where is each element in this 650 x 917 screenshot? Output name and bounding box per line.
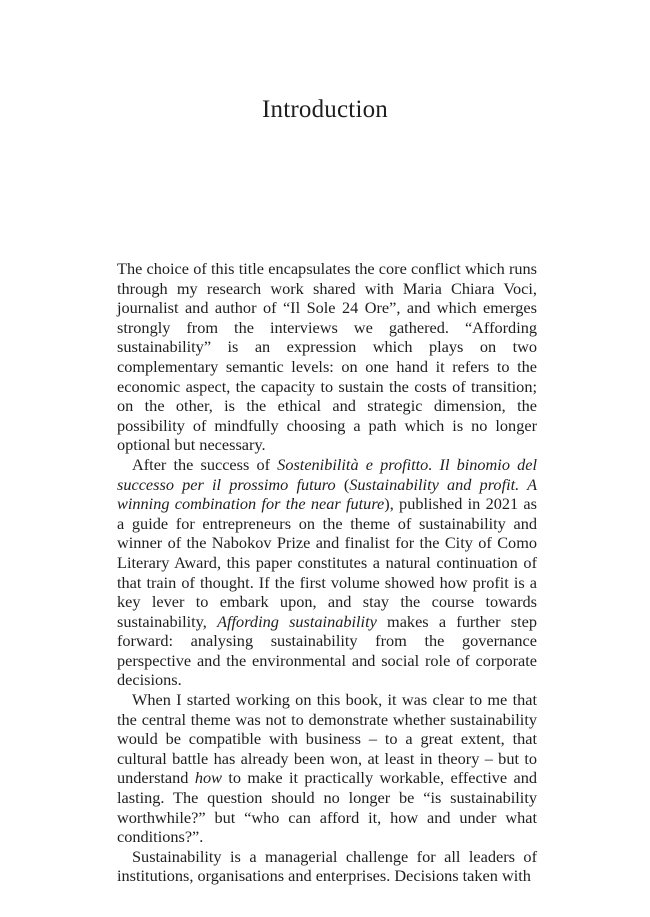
text-run: When I started working on this book, it was clear to me that the central theme was not to demonstrate whether sustainability would be compatible with business – to a great extent, that cultural battle has already been won, at least in theory – but to understand	[117, 690, 537, 788]
paragraph	[117, 847, 537, 886]
text-run: Sustainability is a managerial challenge for all leaders of institutions, organisations and enterprises. Decisions taken with	[117, 846, 537, 886]
paragraph	[117, 259, 537, 455]
chapter-body	[117, 259, 537, 886]
text-run: The choice of this title encapsulates the core conflict which runs through my research work shared with Maria Chiara Voci, journalist and author of “Il Sole 24 Ore”, and which emerges strongly from the interviews we gathered. “Affording sustainability” is an expression which plays on two complementary semantic levels: on one hand it refers to the economic aspect, the capacity to sustain the costs of transition; on the other, is the ethical and strategic dimension, the possibility of mindfully choosing a path which is no longer optional but necessary.	[117, 259, 537, 455]
text-run: to make it practically workable, effective and lasting. The question should no longer be “is sustainability worthwhile?” but “who can afford it, how and under what conditions?”.	[117, 768, 537, 847]
italic-book-title: Sostenibilità e profitto. Il binomio del successo per il prossimo futuro	[117, 454, 537, 494]
chapter-title: Introduction	[262, 96, 388, 123]
paragraph	[117, 690, 537, 847]
italic-book-title: Affording sustainability	[217, 611, 377, 631]
text-run: makes a further step forward: analysing sustainability from the governance perspective and the environmental and social role of corporate decisions.	[117, 611, 538, 690]
text-run: ), published in 2021 as a guide for entrepreneurs on the theme of sustainability and winner of the Nabokov Prize and finalist for the City of Como Literary Award, this paper constitutes a natural continuation of that train of thought. If the first volume showed how profit is a key lever to embark upon, and stay the course towards sustainability,	[117, 494, 537, 631]
italic-emphasis: how	[194, 768, 222, 788]
text-run: (	[335, 474, 350, 494]
text-run: After the success of	[132, 454, 278, 474]
paragraph	[117, 455, 537, 690]
italic-book-title-translation: Sustainability and profit. A winning combination for the near future	[117, 474, 538, 514]
